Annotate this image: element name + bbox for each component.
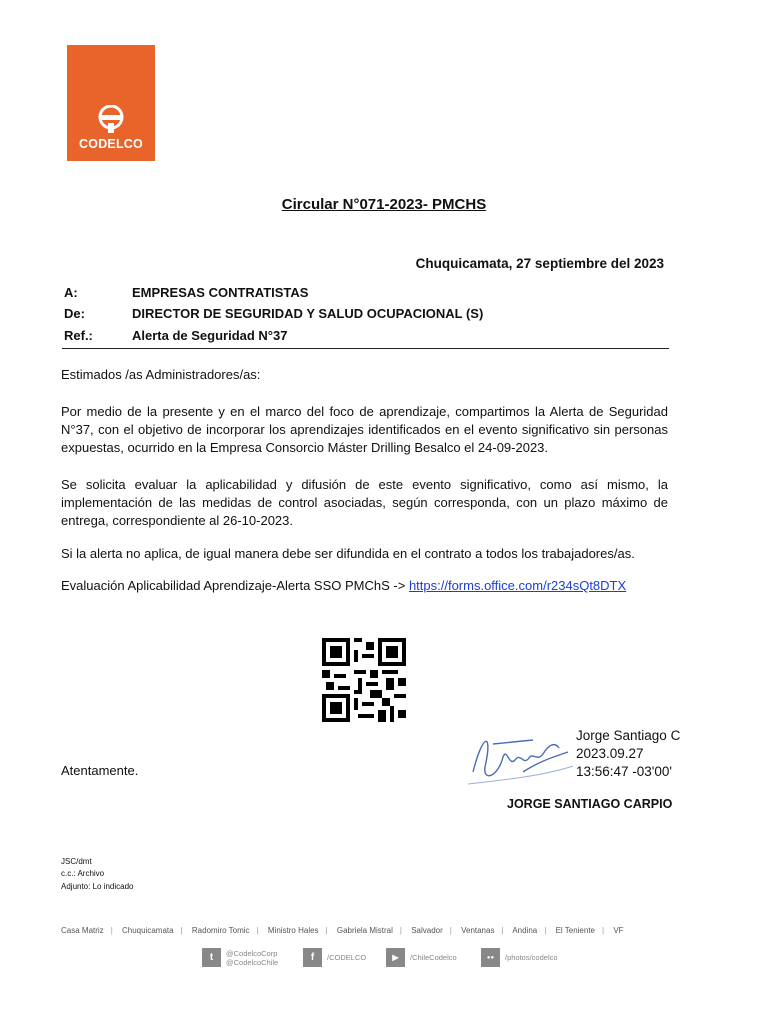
document-date: Chuquicamata, 27 septiembre del 2023 [415, 256, 664, 271]
note-cc: c.c.: Archivo [61, 869, 105, 878]
header-key: De: [64, 306, 85, 321]
social-handle: /ChileCodelco [410, 953, 457, 962]
paragraph-2: Se solicita evaluar la aplicabilidad y difusión de este evento significativo, como así mismo, la implementación de las medidas de control asociadas, según corresponda, con un plazo máximo de entrega, correspondiente al 26-10-2023. [61, 477, 668, 528]
digital-signature-name: Jorge Santiago C [576, 728, 681, 743]
social-twitter[interactable] [202, 948, 278, 967]
social-handle: @CodelcoCorp [226, 948, 278, 958]
header-row-from [64, 306, 483, 321]
header-value: DIRECTOR DE SEGURIDAD Y SALUD OCUPACIONAL (S) [132, 306, 484, 321]
footer-location: Casa Matriz [61, 926, 104, 935]
header-divider [62, 348, 669, 349]
header-key: A: [64, 285, 78, 300]
paragraph-1: Por medio de la presente y en el marco del foco de aprendizaje, compartimos la Alerta de Seguridad N°37, con el objetivo de incorporar los aprendizajes identificados en el evento significativo sin personas expuestas, ocurrido en la Empresa Consorcio Máster Drilling Besalco el 24-09-2023. [61, 404, 668, 455]
signer-name: JORGE SANTIAGO CARPIO [507, 797, 673, 811]
qr-code-icon [322, 638, 406, 722]
header-row-ref [64, 328, 287, 343]
document-title: Circular N°071-2023- PMCHS [281, 196, 487, 213]
evaluation-label: Evaluación Aplicabilidad Aprendizaje-Alerta SSO PMChS -> [61, 578, 409, 593]
youtube-icon: ▶ [386, 948, 405, 967]
footer-location: Radomiro Tomic [191, 926, 250, 935]
social-flickr[interactable] [481, 948, 558, 967]
digital-signature-time: 13:56:47 -03'00' [576, 764, 672, 779]
social-handle: /photos/codelco [505, 953, 558, 962]
footer-locations: Casa Matriz | Chuquicamata | Radomiro Tomic | Ministro Hales | Gabriela Mistral | Salvador | Ventanas | Andina | El Teniente | VF [61, 926, 624, 935]
footer-location: Ventanas [461, 926, 495, 935]
twitter-icon: t [202, 948, 221, 967]
digital-signature-date: 2023.09.27 [576, 746, 644, 761]
facebook-icon: f [303, 948, 322, 967]
footer-location: VF [613, 926, 624, 935]
header-value: Alerta de Seguridad N°37 [132, 328, 288, 343]
footer-location: Chuquicamata [122, 926, 174, 935]
paragraph-3: Si la alerta no aplica, de igual manera debe ser difundida en el contrato a todos los trabajadores/as. [61, 546, 635, 561]
codelco-emblem-icon [67, 105, 155, 135]
social-handle: @CodelcoChile [226, 957, 279, 967]
note-attachment: Adjunto: Lo indicado [61, 882, 134, 891]
handwritten-signature [463, 722, 575, 788]
header-value: EMPRESAS CONTRATISTAS [132, 285, 309, 300]
social-facebook[interactable] [303, 948, 366, 967]
header-key: Ref.: [64, 328, 93, 343]
footer-location: Ministro Hales [267, 926, 319, 935]
social-handle: /CODELCO [327, 953, 367, 962]
footer-location: Gabriela Mistral [336, 926, 393, 935]
evaluation-form-link[interactable]: https://forms.office.com/r234sQt8DTX [408, 578, 627, 593]
digital-signature [576, 727, 680, 781]
header-row-to [64, 285, 308, 300]
footer-location: El Teniente [555, 926, 595, 935]
flickr-icon: ●● [481, 948, 500, 967]
logo-text: CODELCO [79, 137, 143, 151]
note-initials: JSC/dmt [61, 857, 92, 866]
closing: Atentamente. [61, 763, 139, 778]
footer-location: Andina [512, 926, 538, 935]
greeting: Estimados /as Administradores/as: [61, 367, 261, 382]
codelco-logo [67, 45, 155, 161]
evaluation-line [61, 577, 668, 595]
footer-location: Salvador [411, 926, 443, 935]
social-youtube[interactable] [386, 948, 457, 967]
